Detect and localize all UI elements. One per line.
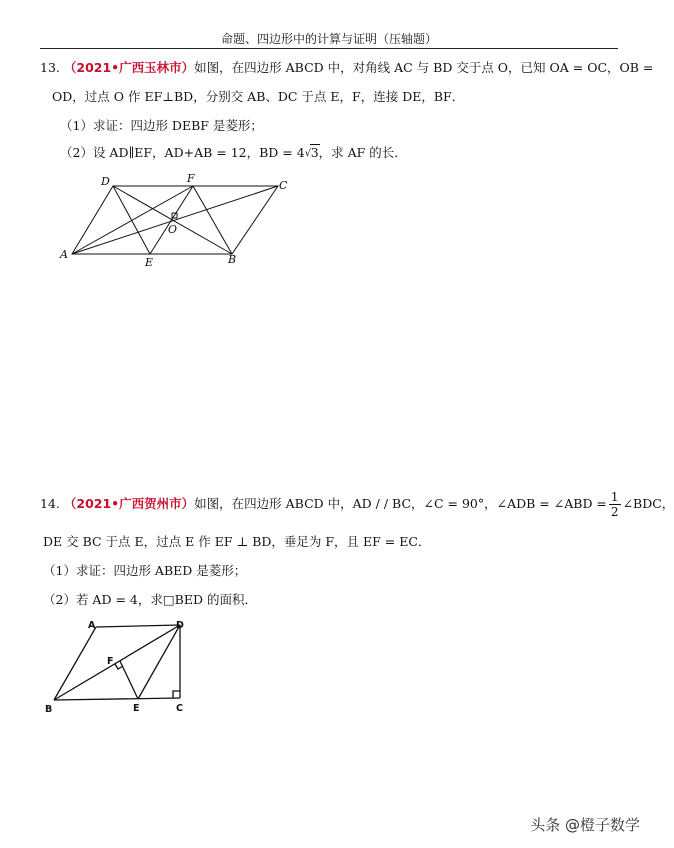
segment-ef (150, 186, 193, 254)
label-o: O (168, 223, 178, 236)
problem-13-question-1: （1）求证：四边形 DEBF 是菱形； (60, 118, 263, 133)
label-d: D (101, 175, 110, 188)
problem-13-question-2 (60, 143, 407, 161)
problem-13-number: 13. (40, 60, 60, 75)
problem-13-question-2-prefix: （2）设 AD∥EF，AD+AB = 12，BD = 4 (60, 145, 305, 160)
fraction-numerator: 1 (610, 490, 619, 504)
problem-13-line-1 (40, 58, 653, 76)
problem-13-line-2: OD，过点 O 作 EF⊥BD，分别交 AB、DC 于点 E，F，连接 DE，BF． (52, 89, 465, 104)
problem-14-line-2: DE 交 BC 于点 E，过点 E 作 EF ⊥ BD，垂足为 F，且 EF = EC． (43, 534, 431, 549)
diagonal-bd (113, 186, 232, 254)
fraction-denominator: 2 (610, 505, 619, 519)
figure-14-rhombus (40, 614, 200, 718)
label-c: C (176, 703, 183, 714)
page-header-title: 命题、四边形中的计算与证明（压轴题） (220, 32, 437, 46)
problem-13-question-2-suffix: ，求 AF 的长． (318, 145, 407, 160)
label-b: B (45, 704, 53, 715)
segment-ab (54, 627, 96, 700)
label-d: D (176, 620, 184, 631)
watermark: 头条 @橙子数学 (530, 816, 640, 834)
fraction-one-half (609, 490, 621, 519)
diagonal-bd (54, 625, 180, 700)
label-b: B (228, 253, 237, 266)
segment-ad (96, 625, 180, 627)
label-e: E (133, 703, 140, 714)
label-e: E (145, 256, 154, 269)
problem-14-line-1-tail: ∠BDC， (622, 496, 674, 511)
header-rule (40, 48, 618, 49)
sqrt-value: 3 (310, 145, 319, 160)
segment-bc (54, 698, 180, 700)
problem-14-line-1-text: 如图，在四边形 ABCD 中，AD / / BC，∠C = 90°，∠ADB = ∠ABD = (194, 496, 607, 511)
label-f: F (107, 656, 114, 667)
label-a: A (88, 620, 96, 631)
label-f: F (187, 172, 195, 185)
problem-14-question-2: （2）若 AD = 4，求□BED 的面积． (43, 592, 257, 607)
segment-de (138, 625, 180, 699)
problem-13-source: （2021•广西玉林市） (63, 60, 195, 75)
problem-13-line-1-text: 如图，在四边形 ABCD 中，对角线 AC 与 BD 交于点 O，已知 OA = OC，OB = (194, 60, 654, 75)
problem-14-number: 14. (40, 496, 60, 511)
right-angle-mark-c (173, 691, 180, 698)
problem-14-question-1: （1）求证：四边形 ABED 是菱形； (43, 563, 247, 578)
label-c: C (279, 179, 288, 192)
segment-bf (193, 186, 232, 254)
figure-13-parallelogram (55, 170, 305, 270)
problem-14-source: （2021•广西贺州市） (63, 496, 195, 511)
problem-14-line-1 (40, 490, 674, 519)
sqrt-symbol: √ 3 (304, 145, 319, 160)
label-a: A (60, 248, 68, 261)
